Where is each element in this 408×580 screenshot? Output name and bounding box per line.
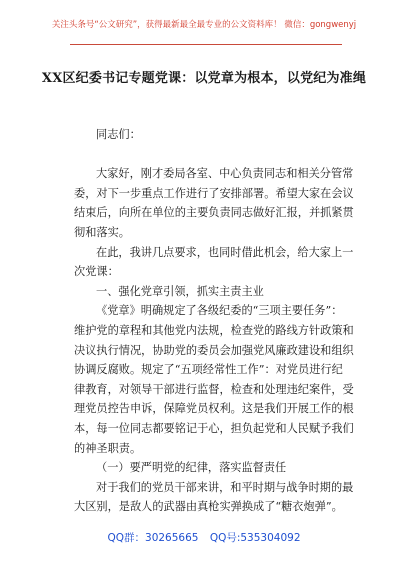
header-promo-note: 关注头条号“公文研究”，获得最新最全最专业的公文资料库！ 微信：gongwenyj (51, 20, 357, 30)
header-divider (70, 44, 342, 45)
footer-qq-number: QQ号:535304092 (209, 532, 301, 544)
footer-qq-group: QQ群：30265665 (107, 532, 199, 544)
paragraph-line: 对于我们的党员干部来讲，和平时期与战争时期的最 (96, 480, 354, 494)
paragraph-line: 大区别，是敌人的武器由真枪实弹换成了“糖衣炮弹”。 (74, 500, 343, 514)
paragraph-line: 结束后，向所在单位的主要负责同志做好汇报，并抓紧贯 (74, 206, 354, 220)
paragraph-line: 委，对下一步重点工作进行了安排部署。希望大家在会议 (74, 186, 354, 200)
salutation: 同志们： (96, 128, 141, 141)
document-body (74, 125, 359, 517)
paragraph-line: 本，每一位同志都要铭记于心，担负起党和人民赋予我们 (74, 421, 354, 435)
subsection-heading: （一）要严明党的纪律，落实监督责任 (96, 461, 287, 475)
blank-line (74, 145, 359, 165)
footer-contact (0, 530, 408, 545)
paragraph-line: 在此，我讲几点要求，也同时借此机会，给大家上一 (96, 245, 354, 259)
paragraph-line: 《党章》明确规定了各级纪委的“三项主要任务”： (96, 304, 343, 318)
paragraph-line: 协调反腐败。规定了“五项经常性工作”：对党员进行纪 (74, 363, 343, 377)
paragraph-line: 的神圣职责。 (74, 441, 142, 455)
paragraph-line: 维护党的章程和其他党内法规，检查党的路线方针政策和 (74, 323, 354, 337)
paragraph-line: 决议执行情况，协助党的委员会加强党风廉政建设和组织 (74, 343, 354, 357)
paragraph-line: 次党课： (74, 265, 119, 279)
paragraph-line: 理党员控告申诉，保障党员权利。这是我们开展工作的根 (74, 402, 354, 416)
paragraph-line: 大家好，刚才委局各室、中心负责同志和相关分管常 (96, 167, 354, 181)
section-heading: 一、强化党章引领，抓实主责主业 (96, 284, 264, 298)
paragraph-line: 彻和落实。 (74, 225, 130, 239)
document-title: XX区纪委书记专题党课：以党章为根本，以党纪为准绳 (41, 71, 367, 86)
paragraph-line: 律教育，对领导干部进行监督，检查和处理违纪案件，受 (74, 382, 354, 396)
